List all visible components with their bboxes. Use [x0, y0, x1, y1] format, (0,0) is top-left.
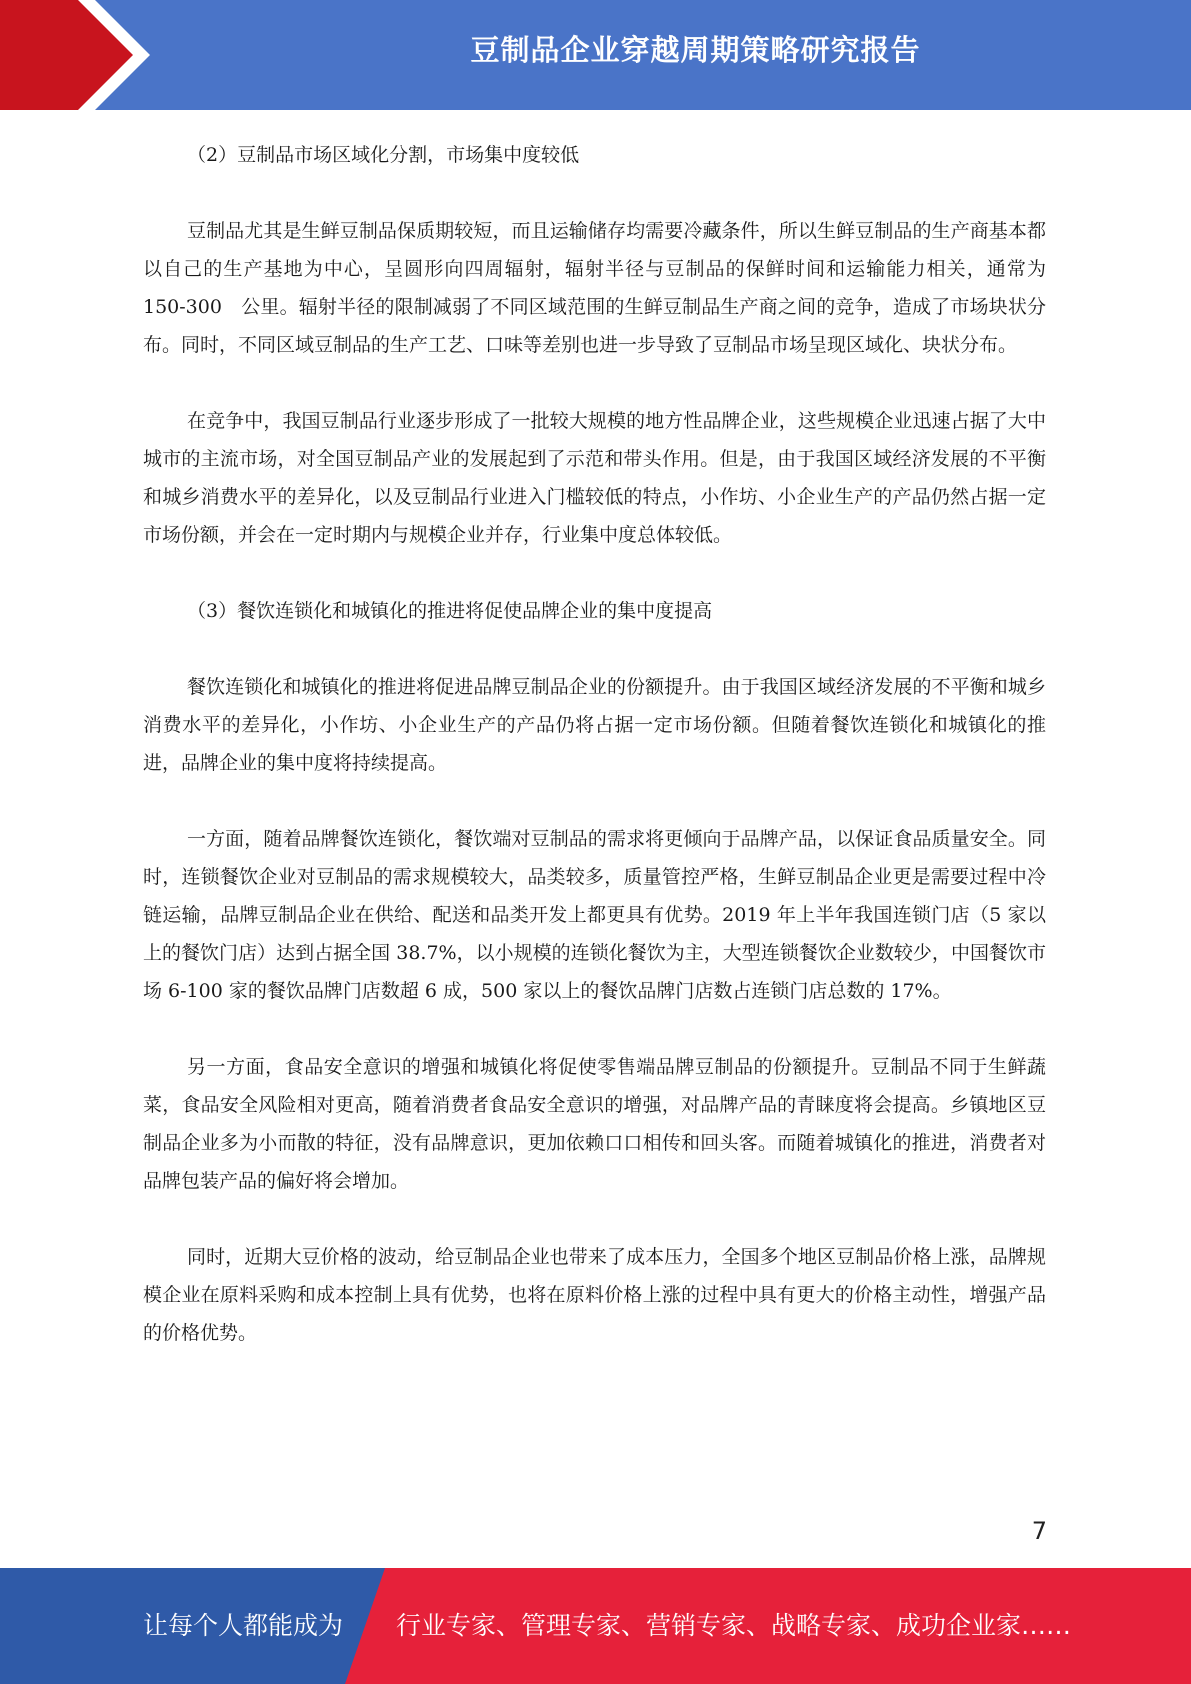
document-title: 豆制品企业穿越周期策略研究报告 [470, 33, 921, 67]
paragraph-3: 餐饮连锁化和城镇化的推进将促进品牌豆制品企业的份额提升。由于我国区域经济发展的不平衡和城乡消费水平的差异化，小作坊、小企业生产的产品仍将占据一定市场份额。但随着餐饮连锁化和城镇化的推进，品牌企业的集中度将持续提高。 [143, 676, 1046, 774]
main-content [143, 136, 1066, 1352]
footer-slogan-left: 让每个人都能成为 [143, 1611, 344, 1640]
section-heading-2: （2）豆制品市场区域化分割，市场集中度较低 [187, 144, 580, 166]
header-arrow-decoration [0, 0, 160, 110]
paragraph-2: 在竞争中，我国豆制品行业逐步形成了一批较大规模的地方性品牌企业，这些规模企业迅速占据了大中城市的主流市场，对全国豆制品产业的发展起到了示范和带头作用。但是，由于我国区域经济发展的不平衡和城乡消费水平的差异化，以及豆制品行业进入门槛较低的特点，小作坊、小企业生产的产品仍然占据一定市场份额，并会在一定时期内与规模企业并存，行业集中度总体较低。 [143, 410, 1046, 546]
section-heading-3: （3）餐饮连锁化和城镇化的推进将促使品牌企业的集中度提高 [187, 600, 713, 622]
paragraph-6: 同时，近期大豆价格的波动，给豆制品企业也带来了成本压力，全国多个地区豆制品价格上涨，品牌规模企业在原料采购和成本控制上具有优势，也将在原料价格上涨的过程中具有更大的价格主动性，增强产品的价格优势。 [143, 1246, 1046, 1344]
paragraph-1: 豆制品尤其是生鲜豆制品保质期较短，而且运输储存均需要冷藏条件，所以生鲜豆制品的生产商基本都以自己的生产基地为中心，呈圆形向四周辐射，辐射半径与豆制品的保鲜时间和运输能力相关，通常为 150-300 公里。辐射半径的限制减弱了不同区域范围的生鲜豆制品生产商之间的竞争，造成了市场块状分布。同时，不同区域豆制品的生产工艺、口味等差别也进一步导致了豆制品市场呈现区域化、块状分布。 [143, 220, 1066, 356]
paragraph-5: 另一方面，食品安全意识的增强和城镇化将促使零售端品牌豆制品的份额提升。豆制品不同于生鲜蔬菜，食品安全风险相对更高，随着消费者食品安全意识的增强，对品牌产品的青睐度将会提高。乡镇地区豆制品企业多为小而散的特征，没有品牌意识，更加依赖口口相传和回头客。而随着城镇化的推进，消费者对品牌包装产品的偏好将会增加。 [143, 1056, 1046, 1192]
page-number: 7 [1031, 1517, 1047, 1545]
footer-slogan-right: 行业专家、管理专家、营销专家、战略专家、成功企业家…… [396, 1611, 1072, 1640]
page-footer [0, 1568, 1191, 1684]
page-header [0, 0, 1191, 110]
paragraph-4: 一方面，随着品牌餐饮连锁化，餐饮端对豆制品的需求将更倾向于品牌产品，以保证食品质量安全。同时，连锁餐饮企业对豆制品的需求规模较大，品类较多，质量管控严格，生鲜豆制品企业更是需要过程中冷链运输，品牌豆制品企业在供给、配送和品类开发上都更具有优势。2019 年上半年我国连锁门店（5 家以上的餐饮门店）达到占据全国 38.7%，以小规模的连锁化餐饮为主，大型连锁餐饮企业数较少，中国餐饮市场 6-100 家的餐饮品牌门店数超 6 成，500 家以上的餐饮品牌门店数占连锁门店总数的 17%。 [143, 828, 1046, 1002]
